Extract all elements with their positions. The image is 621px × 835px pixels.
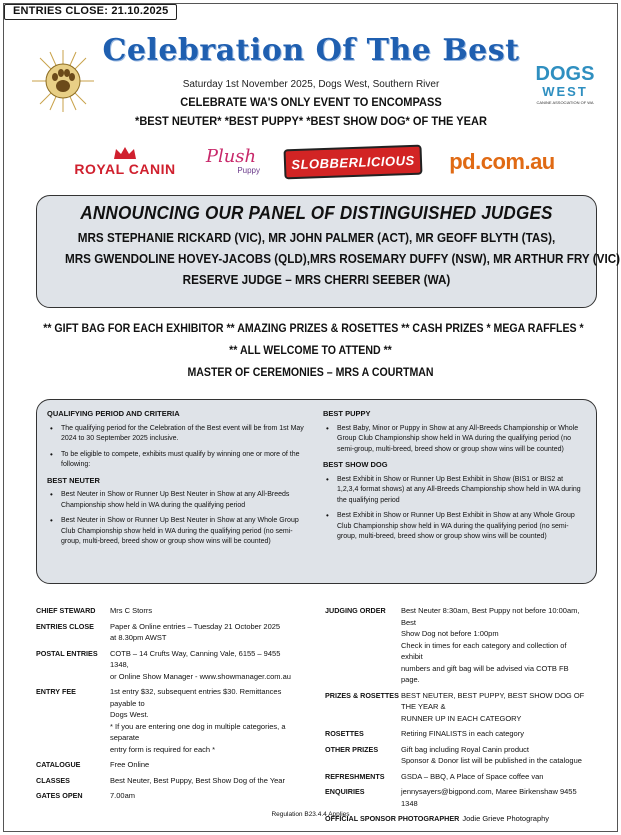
event-categories: *BEST NEUTER* *BEST PUPPY* *BEST SHOW DOG* OF THE YEAR [135, 114, 487, 128]
info-line: * If you are entering one dog in multiple categories, a separate [110, 721, 286, 742]
info-value [401, 786, 587, 809]
dogs-west-logo [525, 60, 605, 108]
list-item: • To be eligible to compete, exhibits must qualify by winning one or more of the following: [47, 450, 309, 471]
list-item: • Best Neuter in Show or Runner Up Best Neuter in Show at any Whole Group Club Championship show held in WA during the qualifying period (no semi-group, multi-breed, breed show or group show wins will be counted) [47, 516, 309, 548]
dogs-west-logo-text1: DOGS [535, 63, 595, 85]
info-label: GATES OPEN [36, 791, 83, 800]
info-label: ENTRY FEE [36, 687, 76, 696]
event-date-venue: Saturday 1st November 2025, Dogs West, Southern River [182, 79, 440, 90]
list-item: • Best Exhibit in Show or Runner Up Best Exhibit in Show (BIS1 or BIS2 at 1,2,3,4 format shows) at any All-Breeds Championship show held in WA during the qualifying period [323, 475, 585, 507]
info-label: ENTRIES CLOSE [36, 621, 94, 631]
plush-text: Plush [205, 145, 257, 167]
info-value [110, 605, 296, 617]
pd-text: pd.com.au [449, 149, 555, 174]
info-label: OTHER PRIZES [325, 744, 379, 754]
info-row-catalogue [36, 759, 296, 771]
judges-line-3: RESERVE JUDGE – MRS CHERRI SEEBER (WA) [182, 272, 451, 287]
info-value [401, 728, 587, 740]
info-row-postal-entries [36, 648, 296, 683]
plush-puppy-text: Puppy [237, 165, 260, 175]
qualifying-list [47, 424, 309, 471]
info-line: GSDA – BBQ, A Place of Space coffee van [401, 771, 544, 781]
entries-close-badge: ENTRIES CLOSE: 21.10.2025 [4, 4, 177, 20]
sponsor-royal-canin [70, 140, 180, 182]
master-of-ceremonies: MASTER OF CEREMONIES – MRS A COURTMAN [187, 367, 434, 379]
royal-canin-text: ROYAL CANIN [74, 161, 176, 177]
highlights-line-1: ** GIFT BAG FOR EACH EXHIBITOR ** AMAZING PRIZES & ROSETTES ** CASH PRIZES * MEGA RAFFLES * [43, 323, 584, 335]
crown-icon [112, 145, 138, 161]
info-row-enquiries [325, 786, 587, 809]
criteria-panel [36, 399, 597, 584]
list-item: • Best Neuter in Show or Runner Up Best Neuter in Show at any All-Breeds Championship show held in WA during the qualifying period [47, 490, 309, 511]
info-line: Dogs West. [110, 710, 149, 719]
judges-panel [36, 195, 621, 308]
regulation-footer: Regulation B23.4.4 Applies [271, 811, 350, 818]
list-item: • Best Exhibit in Show or Runner Up Best Exhibit in Show at any Whole Group Club Championship show held in WA during the qualifying period (no semi-group, multi-breed, breed show or group show wins will be counted) [323, 511, 585, 543]
info-row-judging-order [325, 605, 587, 686]
info-value [110, 759, 296, 771]
info-line: at 8.30pm AWST [110, 633, 167, 642]
judges-line-1: MRS STEPHANIE RICKARD (VIC), MR JOHN PALMER (ACT), MR GEOFF BLYTH (TAS), [77, 230, 556, 245]
info-label: CHIEF STEWARD [36, 606, 96, 615]
sponsor-plush-puppy [198, 140, 264, 182]
info-value [401, 605, 587, 686]
info-line: COTB – 14 Crufts Way, Canning Vale, 6155 – 9455 1348, [110, 648, 281, 669]
info-line: RUNNER UP IN EACH CATEGORY [401, 713, 522, 723]
list-item: • The qualifying period for the Celebration of the Best event will be from 1st May 2024 to 30 September 2025 inclusive. [47, 424, 309, 445]
info-label: OFFICIAL SPONSOR PHOTOGRAPHER [325, 814, 460, 823]
sponsor-pd [446, 144, 558, 180]
best-show-dog-list [323, 475, 585, 543]
info-line: Jodie Grieve Photography [462, 814, 550, 823]
info-line[interactable]: or Online Show Manager - www.showmanager.com.au [110, 671, 291, 681]
info-label: ROSETTES [325, 729, 364, 738]
info-row-entry-fee [36, 686, 296, 755]
info-row-refreshments [325, 771, 587, 783]
dogs-west-logo-caption: CANINE ASSOCIATION OF WA [536, 100, 594, 105]
info-row-entries-close [36, 621, 296, 644]
criteria-right-column [323, 409, 585, 548]
qualifying-heading: QUALIFYING PERIOD AND CRITERIA [47, 409, 180, 418]
info-line: Show Dog not before 1:00pm [401, 629, 499, 638]
info-line: Best Neuter 8:30am, Best Puppy not before 10:00am, Best [401, 606, 580, 627]
info-line: Free Online [110, 760, 150, 769]
info-label: PRIZES & ROSETTES [325, 690, 399, 700]
judges-heading: ANNOUNCING OUR PANEL OF DISTINGUISHED JUDGES [80, 203, 553, 223]
criteria-left-column [47, 409, 309, 553]
info-right-column [325, 605, 587, 829]
info-line: Best Neuter, Best Puppy, Best Show Dog of the Year [110, 775, 285, 785]
info-value [110, 621, 296, 644]
info-row-chief-steward [36, 605, 296, 617]
info-value [110, 686, 296, 755]
best-neuter-heading: BEST NEUTER [47, 475, 100, 485]
info-line[interactable]: jennysayers@bigpond.com, Maree Birkenshaw 9455 1348 [401, 787, 577, 808]
info-row-rosettes [325, 728, 587, 740]
info-row-gates-open [36, 790, 296, 802]
info-value [401, 771, 587, 783]
info-line: Retiring FINALISTS in each category [401, 729, 524, 738]
judges-line-2: MRS GWENDOLINE HOVEY-JACOBS (QLD),MRS ROSEMARY DUFFY (NSW), MR ARTHUR FRY (VIC) [64, 251, 621, 266]
info-line: numbers and gift bag will be advised via COTB FB page. [401, 663, 569, 684]
info-left-column [36, 605, 296, 806]
info-value [110, 775, 296, 787]
event-title: Celebration Of The Best [102, 33, 520, 68]
info-label: REFRESHMENTS [325, 771, 385, 781]
info-line: BEST NEUTER, BEST PUPPY, BEST SHOW DOG OF THE YEAR & [401, 690, 585, 711]
best-puppy-list [323, 424, 585, 456]
best-puppy-heading: BEST PUPPY [323, 409, 371, 418]
info-line: Paper & Online entries – Tuesday 21 October 2025 [110, 621, 281, 631]
info-value [401, 690, 587, 725]
info-line: Gift bag including Royal Canin product [401, 744, 529, 754]
info-line: entry form is required for each * [110, 744, 216, 754]
info-line: 1st entry $32, subsequent entries $30. Remittances payable to [110, 687, 282, 708]
info-row-other-prizes [325, 744, 587, 767]
info-row-prizes-rosettes [325, 690, 587, 725]
info-row-classes [36, 775, 296, 787]
event-subtitle: CELEBRATE WA'S ONLY EVENT TO ENCOMPASS [180, 95, 442, 109]
celebration-logo [28, 48, 98, 114]
list-item: • Best Baby, Minor or Puppy in Show at any All-Breeds Championship or Whole Group Club Championship show held in WA during the qualifying period (no semi-group, multi-breed, breed show or group show wins will be counted) [323, 424, 585, 456]
highlights-line-2: ** ALL WELCOME TO ATTEND ** [229, 345, 392, 357]
best-show-dog-heading: BEST SHOW DOG [323, 460, 388, 469]
info-line: Mrs C Storrs [110, 606, 153, 615]
info-value [110, 790, 296, 802]
info-value [401, 744, 587, 767]
info-line: 7.00am [110, 791, 136, 800]
info-label: CATALOGUE [36, 760, 81, 769]
info-line: Check in times for each category and collection of exhibit [401, 640, 567, 661]
best-neuter-list [47, 490, 309, 548]
info-label: CLASSES [36, 775, 70, 785]
dogs-west-logo-text2: WEST [542, 84, 588, 99]
sponsor-slobberlicious [284, 145, 423, 180]
info-value [110, 648, 296, 683]
info-label: ENQUIRIES [325, 787, 365, 796]
info-label: JUDGING ORDER [325, 606, 386, 615]
info-label: POSTAL ENTRIES [36, 648, 98, 658]
info-line: Sponsor & Donor list will be published in the catalogue [401, 756, 582, 765]
slobberlicious-text: SLOBBERLICIOUS [291, 152, 415, 172]
